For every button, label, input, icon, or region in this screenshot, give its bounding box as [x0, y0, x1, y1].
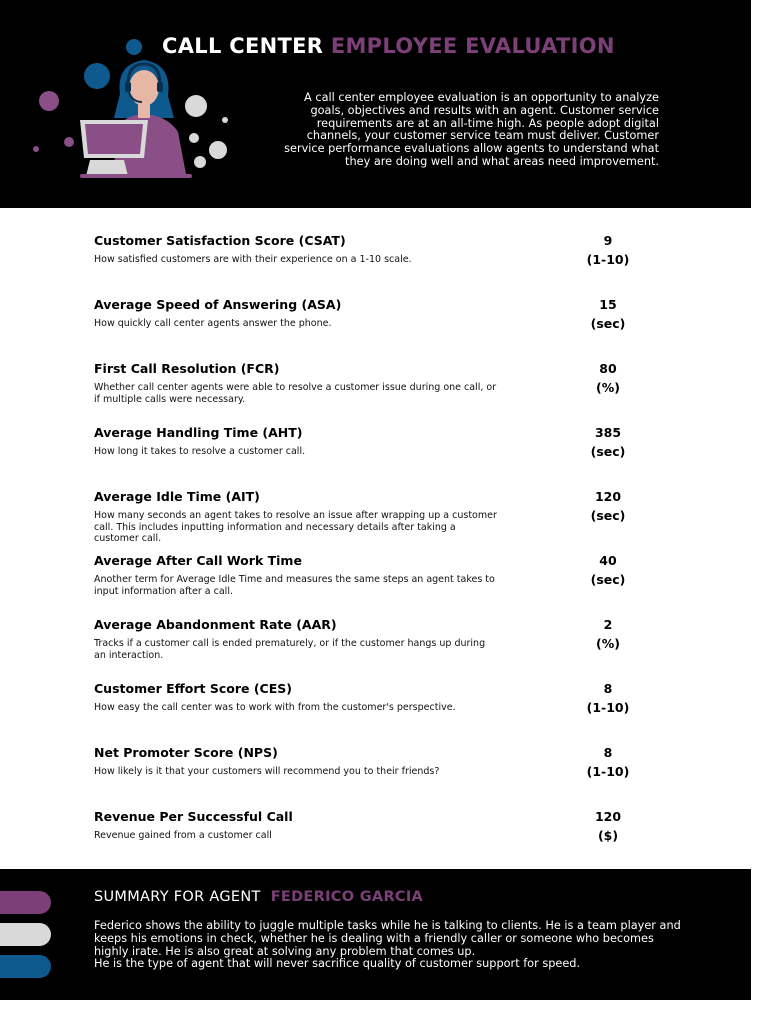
- title-part-1: CALL CENTER: [162, 34, 324, 58]
- metric-value: 15: [599, 297, 617, 312]
- metric-name: Customer Effort Score (CES): [94, 681, 292, 696]
- metric-description: Another term for Average Idle Time and measures the same steps an agent takes to input information after a call.: [94, 574, 495, 597]
- metric-name: Average Speed of Answering (ASA): [94, 297, 342, 312]
- metric-value: 80: [599, 361, 617, 376]
- metric-unit: (1-10): [586, 252, 630, 267]
- metric-row: [94, 809, 654, 865]
- bubble-dot: [189, 133, 199, 143]
- metric-description: Whether call center agents were able to resolve a customer issue during one call, or if multiple calls were necessary.: [94, 382, 497, 405]
- metric-name: Average After Call Work Time: [94, 553, 302, 568]
- agent-neck: [138, 104, 150, 118]
- bubble-dot: [209, 141, 227, 159]
- metric-value: 8: [603, 745, 613, 760]
- decor-bar-grey: [0, 923, 51, 946]
- metric-value: 9: [603, 233, 613, 248]
- metric-value: 2: [603, 617, 613, 632]
- bubble-dot: [33, 146, 39, 152]
- metric-row: [94, 233, 654, 289]
- metric-name: Average Idle Time (AIT): [94, 489, 260, 504]
- metric-unit: (sec): [590, 444, 626, 459]
- metric-name: Average Abandonment Rate (AAR): [94, 617, 337, 632]
- metric-name: Revenue Per Successful Call: [94, 809, 293, 824]
- summary-heading: [94, 888, 423, 906]
- metric-value: 385: [594, 425, 622, 440]
- metric-name: Average Handling Time (AHT): [94, 425, 303, 440]
- bubble-dot: [84, 63, 110, 89]
- metric-description: How likely is it that your customers will recommend you to their friends?: [94, 766, 440, 777]
- metric-row: [94, 361, 654, 417]
- metric-unit: ($): [597, 828, 619, 843]
- metric-description: How quickly call center agents answer the phone.: [94, 318, 332, 329]
- summary-label: SUMMARY FOR AGENT: [94, 889, 261, 905]
- metric-value: 8: [603, 681, 613, 696]
- bubble-dot: [185, 95, 207, 117]
- metric-row: [94, 425, 654, 481]
- metric-description: How many seconds an agent takes to resolve an issue after wrapping up a customer call. This includes inputting information and necessary details after taking a customer call.: [94, 510, 497, 544]
- intro-paragraph: A call center employee evaluation is an opportunity to analyze goals, objectives and results with an agent. Customer service requirements are at an all-time high. As people adopt digital channels, your customer service team must deliver. Customer service performance evaluations allow agents to understand what they are doing well and what areas need improvement.: [284, 91, 659, 168]
- metric-value: 40: [599, 553, 617, 568]
- metric-description: How easy the call center was to work with from the customer's perspective.: [94, 702, 456, 713]
- desk: [80, 174, 192, 178]
- summary-section: [0, 869, 751, 1000]
- metric-unit: (%): [596, 636, 620, 651]
- summary-text: Federico shows the ability to juggle multiple tasks while he is talking to clients. He is a team player and keeps his emotions in check, whether he is dealing with a friendly caller or someone who becomes highly irate. He is also great at solving any problem that comes up. He is the type of agent that will never sacrifice quality of customer support for speed.: [94, 919, 681, 971]
- metric-name: Customer Satisfaction Score (CSAT): [94, 233, 346, 248]
- bubble-dot: [39, 91, 59, 111]
- metric-unit: (1-10): [586, 700, 630, 715]
- metric-value: 120: [594, 489, 622, 504]
- metric-unit: (sec): [590, 316, 626, 331]
- bubble-dot: [194, 156, 206, 168]
- agent-face: [129, 70, 159, 106]
- decor-bar-purple: [0, 891, 51, 914]
- metric-name: First Call Resolution (FCR): [94, 361, 280, 376]
- metric-row: [94, 745, 654, 801]
- metric-description: How long it takes to resolve a customer call.: [94, 446, 306, 457]
- metric-unit: (sec): [590, 572, 626, 587]
- metric-name: Net Promoter Score (NPS): [94, 745, 278, 760]
- metric-row: [94, 617, 654, 673]
- metric-unit: (1-10): [586, 764, 630, 779]
- metric-description: Tracks if a customer call is ended prematurely, or if the customer hangs up during an interaction.: [94, 638, 486, 661]
- metric-row: [94, 297, 654, 353]
- agent-name: FEDERICO GARCIA: [270, 889, 424, 905]
- title-part-2: EMPLOYEE EVALUATION: [330, 34, 615, 58]
- metric-row: [94, 681, 654, 737]
- decor-bar-blue: [0, 955, 51, 978]
- metric-unit: (%): [596, 380, 620, 395]
- metric-unit: (sec): [590, 508, 626, 523]
- bubble-dot: [126, 39, 142, 55]
- metric-row: [94, 553, 654, 609]
- header-banner: [0, 0, 751, 208]
- bubble-dot: [222, 117, 228, 123]
- metric-row: [94, 489, 654, 545]
- metric-value: 120: [594, 809, 622, 824]
- call-center-agent-illustration: [28, 34, 238, 184]
- bubble-dot: [64, 137, 74, 147]
- metric-description: Revenue gained from a customer call: [94, 830, 272, 841]
- metric-description: How satisfied customers are with their experience on a 1-10 scale.: [94, 254, 412, 265]
